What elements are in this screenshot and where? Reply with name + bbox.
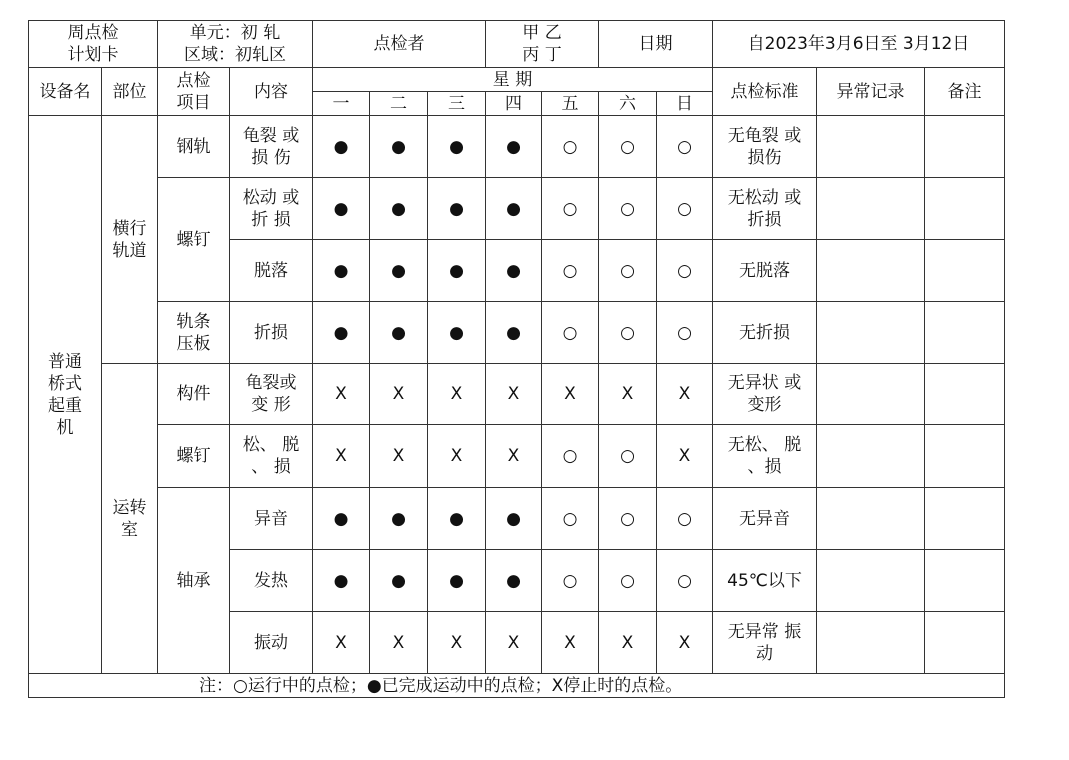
day-header: 三	[428, 92, 486, 116]
part-name: 运转 室	[102, 364, 158, 674]
remark-cell	[925, 116, 1005, 178]
mark-cell: ●	[313, 116, 370, 178]
standard-cell: 无异常 振 动	[713, 612, 817, 674]
mark-cell: ●	[428, 302, 486, 364]
mark-cell: X	[486, 364, 542, 425]
col-week: 星 期	[313, 68, 713, 92]
mark-cell: ○	[542, 240, 599, 302]
table-row	[29, 488, 1005, 550]
remark-cell	[925, 240, 1005, 302]
col-remark: 备注	[925, 68, 1005, 116]
mark-cell: ○	[657, 550, 713, 612]
mark-cell: X	[657, 612, 713, 674]
mark-cell: ●	[486, 488, 542, 550]
mark-cell: X	[313, 364, 370, 425]
mark-cell: X	[599, 612, 657, 674]
remark-cell	[925, 364, 1005, 425]
header-row	[29, 21, 1005, 68]
abnormal-cell	[817, 488, 925, 550]
col-standard: 点检标准	[713, 68, 817, 116]
date-range: 自2023年3月6日至 3月12日	[713, 21, 1005, 68]
mark-cell: X	[313, 612, 370, 674]
mark-cell: X	[428, 612, 486, 674]
abnormal-cell	[817, 178, 925, 240]
mark-cell: ●	[486, 116, 542, 178]
item-name: 构件	[158, 364, 230, 425]
standard-cell: 无松动 或 折损	[713, 178, 817, 240]
mark-cell: ●	[370, 116, 428, 178]
note-row	[29, 674, 1005, 698]
content-cell: 龟裂 或 损 伤	[230, 116, 313, 178]
day-header: 六	[599, 92, 657, 116]
mark-cell: ●	[313, 550, 370, 612]
mark-cell: ●	[313, 302, 370, 364]
mark-cell: ●	[428, 178, 486, 240]
mark-cell: ●	[486, 550, 542, 612]
abnormal-cell	[817, 612, 925, 674]
mark-cell: ○	[599, 178, 657, 240]
mark-cell: ○	[599, 116, 657, 178]
mark-cell: ○	[542, 425, 599, 488]
content-cell: 松、 脱 、 损	[230, 425, 313, 488]
mark-cell: ●	[486, 240, 542, 302]
mark-cell: X	[486, 425, 542, 488]
mark-cell: X	[657, 364, 713, 425]
day-header: 二	[370, 92, 428, 116]
mark-cell: ○	[599, 302, 657, 364]
inspector-label: 点检者	[313, 21, 486, 68]
item-name: 轴承	[158, 488, 230, 674]
mark-cell: ●	[486, 178, 542, 240]
mark-cell: ○	[599, 425, 657, 488]
mark-cell: ●	[370, 302, 428, 364]
abnormal-cell	[817, 302, 925, 364]
standard-cell: 无异音	[713, 488, 817, 550]
table-row	[29, 302, 1005, 364]
mark-cell: ●	[428, 550, 486, 612]
mark-cell: X	[542, 364, 599, 425]
mark-cell: ○	[542, 302, 599, 364]
table-body	[29, 21, 1005, 698]
mark-cell: ○	[599, 488, 657, 550]
mark-cell: ●	[370, 240, 428, 302]
mark-cell: ●	[428, 240, 486, 302]
day-header: 五	[542, 92, 599, 116]
mark-cell: X	[486, 612, 542, 674]
remark-cell	[925, 550, 1005, 612]
col-content: 内容	[230, 68, 313, 116]
item-name: 轨条 压板	[158, 302, 230, 364]
abnormal-cell	[817, 364, 925, 425]
unit-area-cell: 单元：初 轧 区域：初轧区	[158, 21, 313, 68]
mark-cell: ●	[370, 550, 428, 612]
table-row	[29, 364, 1005, 425]
col-abnormal: 异常记录	[817, 68, 925, 116]
mark-cell: ○	[657, 488, 713, 550]
mark-cell: X	[657, 425, 713, 488]
table-row	[29, 425, 1005, 488]
content-cell: 发热	[230, 550, 313, 612]
mark-cell: X	[542, 612, 599, 674]
mark-cell: ○	[599, 240, 657, 302]
column-header-row-1	[29, 68, 1005, 92]
table-row	[29, 116, 1005, 178]
part-name: 横行 轨道	[102, 116, 158, 364]
abnormal-cell	[817, 425, 925, 488]
mark-cell: X	[370, 364, 428, 425]
content-cell: 龟裂或 变 形	[230, 364, 313, 425]
equipment-name: 普通 桥式 起重 机	[29, 116, 102, 674]
day-header: 四	[486, 92, 542, 116]
shift-cell: 甲 乙 丙 丁	[486, 21, 599, 68]
mark-cell: ●	[313, 178, 370, 240]
item-name: 螺钉	[158, 425, 230, 488]
standard-cell: 无脱落	[713, 240, 817, 302]
date-label: 日期	[599, 21, 713, 68]
mark-cell: ●	[428, 488, 486, 550]
remark-cell	[925, 612, 1005, 674]
mark-cell: X	[599, 364, 657, 425]
mark-cell: ○	[657, 302, 713, 364]
mark-cell: ●	[370, 488, 428, 550]
mark-cell: ●	[428, 116, 486, 178]
mark-cell: X	[428, 364, 486, 425]
standard-cell: 无龟裂 或 损伤	[713, 116, 817, 178]
mark-cell: ○	[657, 178, 713, 240]
day-header: 日	[657, 92, 713, 116]
mark-cell: ●	[313, 488, 370, 550]
item-name: 钢轨	[158, 116, 230, 178]
mark-cell: ○	[542, 550, 599, 612]
mark-cell: ●	[313, 240, 370, 302]
mark-cell: ○	[657, 240, 713, 302]
mark-cell: X	[428, 425, 486, 488]
mark-cell: ○	[657, 116, 713, 178]
content-cell: 松动 或 折 损	[230, 178, 313, 240]
mark-cell: ○	[599, 550, 657, 612]
standard-cell: 无折损	[713, 302, 817, 364]
remark-cell	[925, 488, 1005, 550]
abnormal-cell	[817, 240, 925, 302]
abnormal-cell	[817, 116, 925, 178]
col-equipment: 设备名	[29, 68, 102, 116]
content-cell: 脱落	[230, 240, 313, 302]
content-cell: 异音	[230, 488, 313, 550]
remark-cell	[925, 302, 1005, 364]
standard-cell: 无松、 脱 、损	[713, 425, 817, 488]
standard-cell: 无异状 或 变形	[713, 364, 817, 425]
mark-cell: ○	[542, 178, 599, 240]
content-cell: 折损	[230, 302, 313, 364]
standard-cell: 45℃以下	[713, 550, 817, 612]
mark-cell: X	[370, 425, 428, 488]
day-header: 一	[313, 92, 370, 116]
mark-cell: ○	[542, 116, 599, 178]
card-title: 周点检 计划卡	[29, 21, 158, 68]
mark-cell: ○	[542, 488, 599, 550]
item-name: 螺钉	[158, 178, 230, 302]
remark-cell	[925, 178, 1005, 240]
col-item: 点检 项目	[158, 68, 230, 116]
inspection-table	[28, 20, 1005, 698]
table-row	[29, 178, 1005, 240]
abnormal-cell	[817, 550, 925, 612]
mark-cell: ●	[370, 178, 428, 240]
legend-note: 注：○运行中的点检；●已完成运动中的点检；X停止时的点检。	[29, 674, 1005, 698]
content-cell: 振动	[230, 612, 313, 674]
mark-cell: X	[370, 612, 428, 674]
remark-cell	[925, 425, 1005, 488]
col-part: 部位	[102, 68, 158, 116]
mark-cell: ●	[486, 302, 542, 364]
mark-cell: X	[313, 425, 370, 488]
